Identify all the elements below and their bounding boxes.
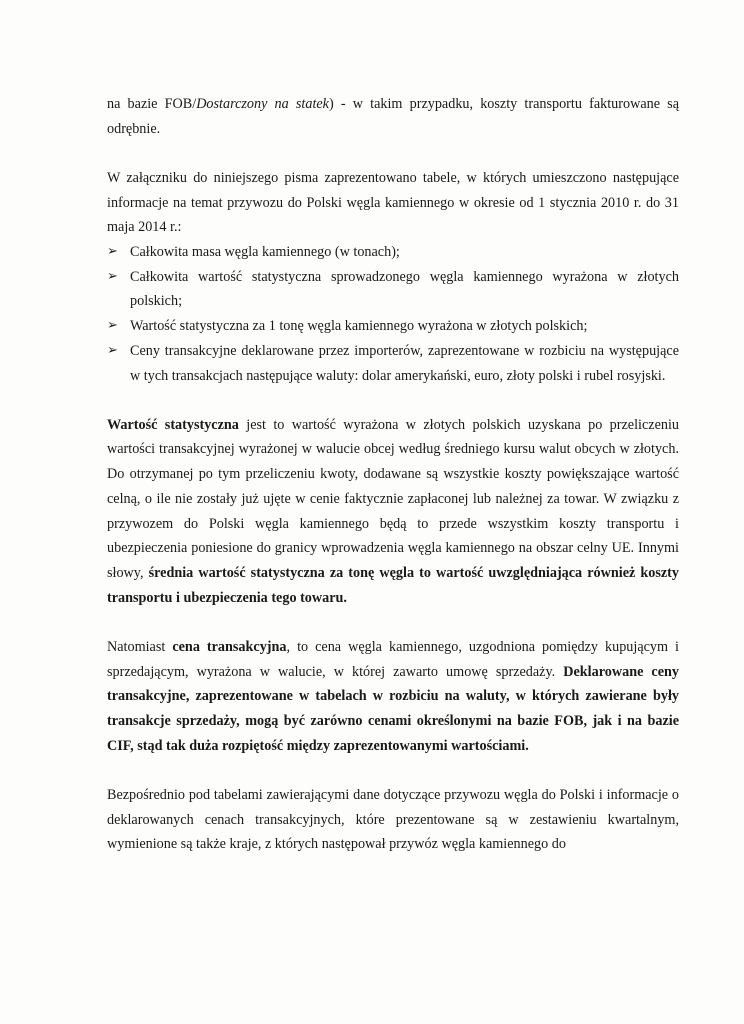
arrow-bullet-icon: ➢: [107, 268, 118, 284]
bold-summary: średnia wartość statystyczna za tonę węgla to wartość uwzględniająca również koszty transportu i ubezpieczenia tego towaru.: [107, 564, 679, 606]
paragraph-transaction-price: Natomiast cena transakcyjna, to cena węgla kamiennego, uzgodniona pomiędzy kupującym i sprzedającym, wyrażona w walucie, w której zawarto umowę sprzedaży. Deklarowane ceny transakcyjne, zaprezentowane w tabelach w rozbiciu na waluty, w których zawierane były transakcje sprzedaży, mogą być zarówno cenami określonymi na bazie FOB, jak i na bazie CIF, stąd tak duża rozpiętość między zaprezentowanymi wartościami.: [107, 638, 679, 754]
italic-term: Dostarczony na statek: [196, 96, 329, 112]
paragraph-fob-continuation: na bazie FOB/Dostarczony na statek) - w takim przypadku, koszty transportu fakturowane są odrębnie.: [107, 96, 679, 137]
list-item: ➢ Wartość statystyczna za 1 tonę węgla kamiennego wyrażona w złotych polskich;: [107, 314, 679, 339]
bullet-list: [107, 240, 679, 388]
list-item: ➢ Całkowita wartość statystyczna sprowadzonego węgla kamiennego wyrażona w złotych polskich;: [107, 265, 679, 314]
paragraph-attachment-intro: W załączniku do niniejszego pisma zaprezentowano tabele, w których umieszczono następujące informacje na temat przywozu do Polski węgla kamiennego w okresie od 1 stycznia 2010 r. do 31 maja 2014 r.:: [107, 169, 679, 236]
arrow-bullet-icon: ➢: [107, 318, 118, 334]
list-item: ➢ Ceny transakcyjne deklarowane przez importerów, zaprezentowane w rozbiciu na występujące w tych transakcjach następujące waluty: dolar amerykański, euro, złoty polski i rubel rosyjski.: [107, 339, 679, 388]
arrow-bullet-icon: ➢: [107, 342, 118, 358]
paragraph-countries: Bezpośrednio pod tabelami zawierającymi dane dotyczące przywozu węgla do Polski i informacje o deklarowanych cenach transakcyjnych, które prezentowane są w zestawieniu kwartalnym, wymienione są także kraje, z których następował przywóz węgla kamiennego do: [107, 786, 679, 853]
paragraph-statistical-value: Wartość statystyczna jest to wartość wyrażona w złotych polskich uzyskana po przeliczeniu wartości transakcyjnej wyrażonej w walucie obcej według średniego kursu walut obcych w złotych. Do otrzymanej po tym przeliczeniu kwoty, dodawane są wszystkie koszty powiększające wartość celną, o ile nie zostały już ujęte w cenie faktycznie zapłaconej lub należnej za towar. W związku z przywozem do Polski węgla kamiennego będą to przede wszystkim koszty transportu i ubezpieczenia poniesione do granicy wprowadzenia węgla kamiennego na obszar celny UE. Innymi słowy, średnia wartość statystyczna za tonę węgla to wartość uwzględniająca również koszty transportu i ubezpieczenia tego towaru.: [107, 416, 680, 606]
list-item: ➢ Całkowita masa węgla kamiennego (w tonach);: [107, 240, 679, 265]
bold-term: cena transakcyjna: [172, 638, 287, 655]
arrow-bullet-icon: ➢: [107, 244, 118, 260]
bold-summary: Deklarowane ceny transakcyjne, zaprezentowane w tabelach w rozbiciu na waluty, w których zawierane były transakcje sprzedaży, mogą być zarówno cenami określonymi na bazie FOB, jak i na bazie CIF, stąd tak duża rozpiętość między zaprezentowanymi wartościami.: [107, 663, 679, 754]
bold-term: Wartość statystyczna: [107, 416, 239, 433]
document-body: [107, 92, 679, 857]
